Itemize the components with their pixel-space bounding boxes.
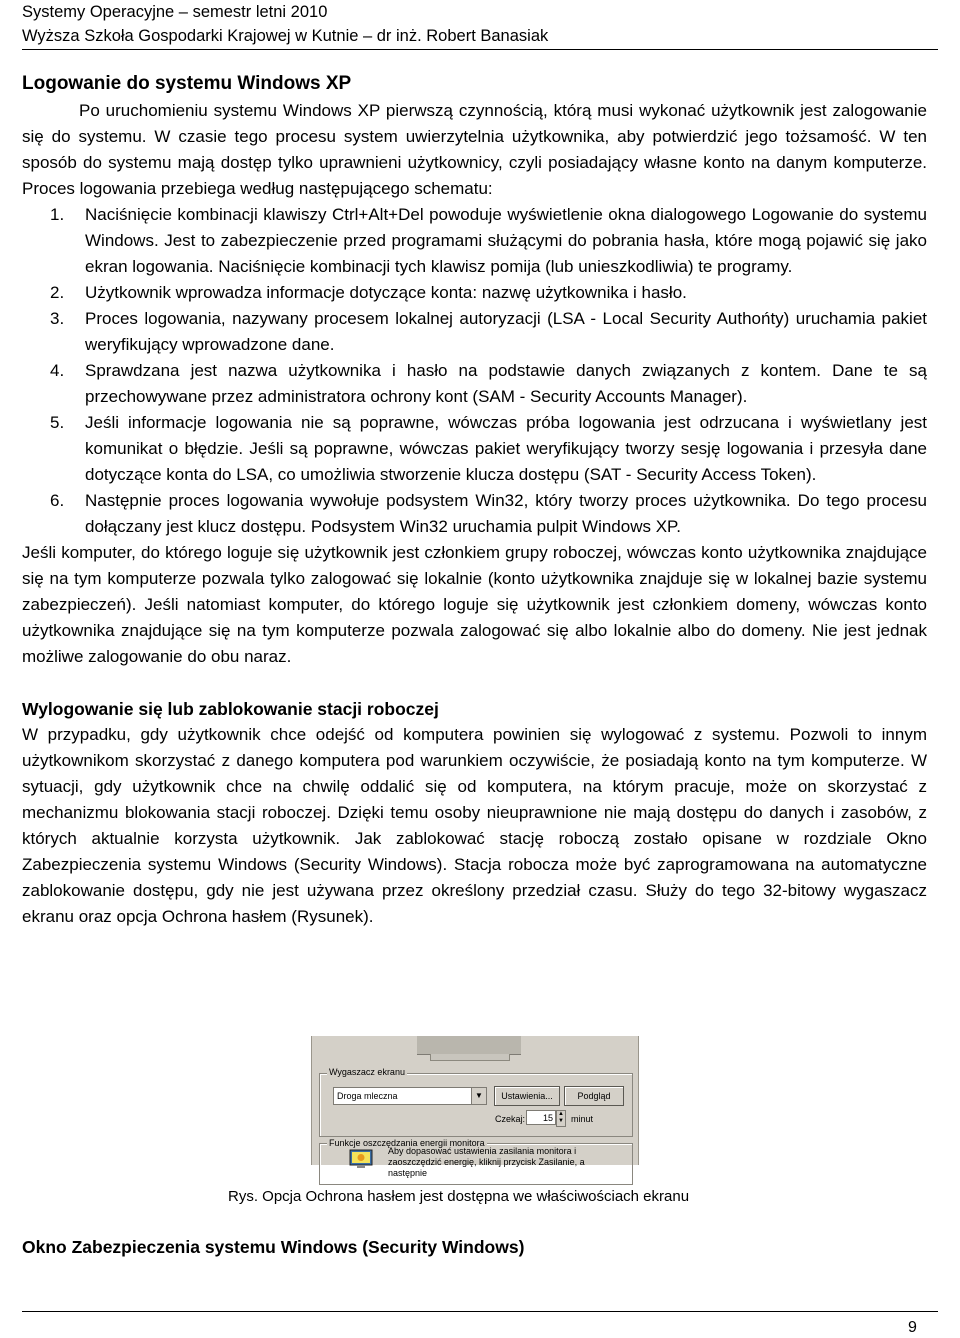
step-number: 1. (50, 205, 65, 224)
wait-minutes-input[interactable]: 15 (526, 1110, 556, 1125)
step-text: Użytkownik wprowadza informacje dotyczące konta: nazwę użytkownika i hasło. (85, 283, 687, 302)
screensaver-dialog-figure (311, 1036, 639, 1178)
step-number: 2. (50, 283, 65, 302)
step-number: 5. (50, 413, 65, 432)
step-text: Sprawdzana jest nazwa użytkownika i hasło na podstawie danych związanych z kontem. Dane te są przechowywane przez administratora ochrony kont (SAM - Security Accounts Manager). (85, 361, 927, 406)
step-text: Następnie proces logowania wywołuje podsystem Win32, który tworzy proces użytkownika. Do tego procesu dołączany jest klucz dostępu. Podsystem Win32 uruchamia pulpit Windows XP. (85, 491, 927, 536)
preview-button[interactable]: Podgląd (564, 1086, 624, 1106)
page-number: 9 (908, 1319, 917, 1336)
list-item (22, 488, 927, 540)
section-title-logoff: Wylogowanie się lub zablokowanie stacji roboczej (22, 699, 439, 719)
monitor-preview-icon (417, 1036, 521, 1055)
step-text: Jeśli informacje logowania nie są poprawne, wówczas próba logowania jest odrzucana i wyświetlany jest komunikat o błędzie. Jeśli są poprawne, wówczas pakiet weryfikujący tworzy sesję logowania i przesyła dane dotyczące konta do LSA, co umożliwia stworzenie klucza dostępu (SAT - Security Access Token). (85, 413, 927, 484)
step-number: 3. (50, 309, 65, 328)
chevron-down-icon[interactable]: ▼ (471, 1088, 486, 1104)
energy-description: Aby dopasować ustawienia zasilania monitora i zaoszczędzić energię, kliknij przycisk Zasilanie, a następnie (388, 1146, 585, 1178)
logon-intro-paragraph: Po uruchomieniu systemu Windows XP pierwszą czynnością, którą musi wykonać użytkownik jest zalogowanie się do systemu. W czasie tego procesu system uwierzytelnia użytkownika, aby potwierdzić jego tożsamość. W ten sposób do systemu mają dostęp tylko uprawnieni użytkownicy, czyli posiadający własne konto na danym komputerze. Proces logowania przebiega według następującego schematu: (22, 101, 927, 198)
step-number: 4. (50, 361, 65, 380)
step-text: Naciśnięcie kombinacji klawiszy Ctrl+Alt+Del powoduje wyświetlenie okna dialogowego Logowanie do systemu Windows. Jest to zabezpieczenie przed programami służącymi do pobrania hasła, które mogą pojawić się jako ekran logowania. Naciśnięcie kombinacji tych klawisz pomija (lub unieszkodliwia) te programy. (85, 205, 927, 276)
section-title-security-windows: Okno Zabezpieczenia systemu Windows (Security Windows) (22, 1237, 525, 1257)
minutes-label: minut (571, 1114, 594, 1124)
list-item (22, 410, 927, 488)
section-spacer (22, 670, 927, 696)
step-text: Proces logowania, nazywany procesem lokalnej autoryzacji (LSA - Local Security Authońty) uruchamia pakiet weryfikujący wprowadzone dane. (85, 309, 927, 354)
screensaver-group-label: Wygaszacz ekranu (329, 1067, 405, 1077)
list-item (22, 202, 927, 280)
list-item (22, 306, 927, 358)
header-school: Wyższa Szkoła Gospodarki Krajowej w Kutnie – dr inż. Robert Banasiak (22, 27, 549, 45)
logon-outro-paragraph: Jeśli komputer, do którego loguje się użytkownik jest członkiem grupy roboczej, wówczas konto użytkownika znajdujące się na tym komputerze pozwala tylko zalogować się lokalnie (konto użytkownika znajduje się w lokalnej bazie systemu zabezpieczeń). Jeśli natomiast komputer, do którego loguje się użytkownik jest członkiem domeny, wówczas konto użytkownika znajdujące się na tym komputerze pozwala zalogować się albo lokalnie albo do domeny. Nie jest jednak możliwe zalogowanie do obu naraz. (22, 543, 927, 666)
step-number: 6. (50, 491, 65, 510)
energy-star-icon (348, 1148, 374, 1170)
monitor-base-icon (430, 1054, 510, 1061)
header-divider (22, 49, 938, 50)
logoff-paragraph: W przypadku, gdy użytkownik chce odejść od komputera powinien się wylogować z systemu. Pozwoli to innym użytkownikom skorzystać z danego komputera pod warunkiem oczywiście, że posiadają konto na tym komputerze. W sytuacji, gdy użytkownik chce na chwilę oddalić się od komputera, na którym pracuje, może on skorzystać z mechanizmu blokowania stacji roboczej. Dzięki temu osoby nieuprawnione nie mają dostępu do danych i zasobów, z których aktualnie korzysta użytkownik. Jak zablokować stację roboczą zostało opisane w rozdziale Okno Zabezpieczenia systemu Windows (Security Windows). Stacja robocza może być zaprogramowana na automatyczne zablokowanie dostępu, gdy nie jest używana przez określony przedział czasu. Służy do tego 32-bitowy wygaszacz ekranu oraz opcja Ochrona hasłem (Rysunek). (22, 725, 927, 926)
wait-label: Czekaj: (495, 1114, 526, 1124)
footer-divider (22, 1311, 938, 1312)
section-title-logon: Logowanie do systemu Windows XP (22, 73, 352, 94)
settings-button[interactable]: Ustawienia... (494, 1086, 560, 1106)
energy-group-label: Funkcje oszczędzania energii monitora (329, 1138, 485, 1148)
list-item (22, 358, 927, 410)
list-item (22, 280, 927, 306)
page-header (22, 0, 548, 48)
header-course: Systemy Operacyjne – semestr letni 2010 (22, 3, 328, 21)
screensaver-select[interactable] (333, 1087, 487, 1105)
spinner-arrows-icon[interactable]: ▲ ▼ (556, 1110, 566, 1127)
figure-caption: Rys. Opcja Ochrona hasłem jest dostępna we właściwościach ekranu (228, 1188, 690, 1205)
main-content (22, 70, 927, 930)
logon-steps-list (22, 202, 927, 540)
screensaver-select-value: Droga mleczna (337, 1091, 398, 1101)
